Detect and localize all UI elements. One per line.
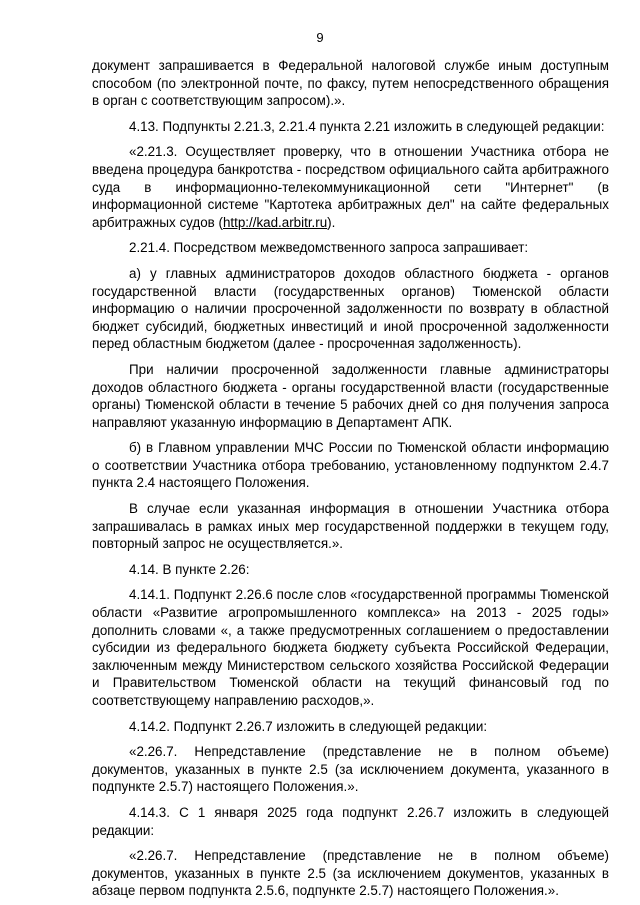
paragraph-2-21-4: 2.21.4. Посредством межведомственного запроса запрашивает: bbox=[129, 240, 529, 256]
page-number: 9 bbox=[316, 30, 324, 45]
document-body bbox=[92, 57, 609, 900]
paragraph-b: б) в Главном управлении МЧС России по Тюменской области информацию о соответствии Участника отбора требованию, установленному подпунктом 2.4.7 пункта 2.4 настоящего Положения. bbox=[92, 440, 609, 491]
paragraph-overdue-debt: При наличии просроченной задолженности главные администраторы доходов областного бюджета - органы государственной власти (государственные органы) Тюменской области в течение 5 рабочих дней со дня получения запроса направляют указанную информацию в Департамент АПК. bbox=[92, 361, 609, 430]
kad-arbitr-link[interactable]: http://kad.arbitr.ru bbox=[222, 214, 328, 230]
paragraph-2-26-7-first: «2.26.7. Непредставление (представление не в полном объеме) документов, указанных в пункте 2.5 (за исключением документа, указанного в подпункте 2.5.7) настоящего Положения.». bbox=[92, 744, 609, 795]
paragraph-2-26-7-second: «2.26.7. Непредставление (представление не в полном объеме) документов, указанных в пункте 2.5 (за исключением документов, указанных в абзаце первом подпункта 2.5.6, подпункте 2.5.7) настоящего Положения.». bbox=[92, 848, 609, 899]
paragraph-4-14-1: 4.14.1. Подпункт 2.26.6 после слов «государственной программы Тюменской области «Развитие агропромышленного комплекса» на 2013 - 2025 годы» дополнить словами «, а также предусмотренных соглашением о предоставлении субсидии из федерального бюджета бюджету субъекта Российской Федерации, заключенным между Министерством сельского хозяйства Российской Федерации и Правительством Тюменской области на текущий финансовый год по соответствующему направлению расходов,». bbox=[92, 587, 609, 708]
paragraph-4-13: 4.13. Подпункты 2.21.3, 2.21.4 пункта 2.21 изложить в следующей редакции: bbox=[129, 118, 605, 134]
paragraph-2-21-3-text: «2.21.3. Осуществляет проверку, что в отношении Участника отбора не введена процедура банкротства - посредством официального сайта арбитражного суда в информационно-телекоммуникационной сети "Интернет" (в информационной системе "Картотека арбитражных дел" на сайте федеральных арбитражных судов ( bbox=[92, 144, 609, 230]
paragraph-2-21-3-tail: ). bbox=[327, 214, 336, 230]
paragraph-continuation: документ запрашивается в Федеральной налоговой службе иным доступным способом (по электронной почте, по факсу, путем непосредственного обращения в орган с соответствующим запросом).». bbox=[92, 58, 609, 109]
paragraph-2-21-3 bbox=[92, 143, 609, 231]
paragraph-4-14: 4.14. В пункте 2.26: bbox=[129, 561, 250, 577]
paragraph-4-14-3: 4.14.3. С 1 января 2025 года подпункт 2.26.7 изложить в следующей редакции: bbox=[92, 804, 609, 838]
paragraph-a: а) у главных администраторов доходов областного бюджета - органов государственной власти (государственных органов) Тюменской области информацию о наличии просроченной задолженности по возврату в областной бюджет субсидий, бюджетных инвестиций и иной просроченной задолженности перед областным бюджетом (далее - просроченная задолженность). bbox=[92, 265, 609, 352]
paragraph-4-14-2: 4.14.2. Подпункт 2.26.7 изложить в следующей редакции: bbox=[129, 718, 488, 734]
paragraph-repeat-request: В случае если указанная информация в отношении Участника отбора запрашивалась в рамках иных мер государственной поддержки в текущем году, повторный запрос не осуществляется.». bbox=[92, 501, 609, 552]
